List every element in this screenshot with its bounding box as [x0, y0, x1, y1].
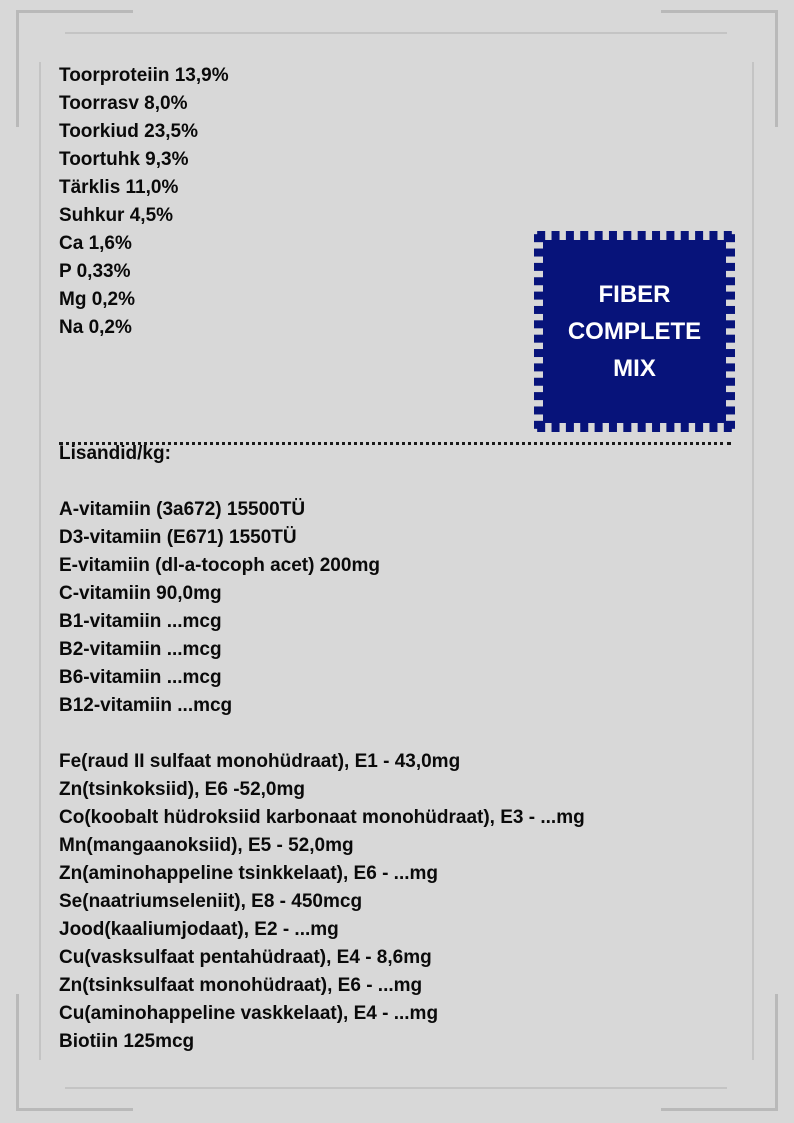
vitamin-item: B6-vitamiin ...mcg: [59, 667, 222, 688]
analysis-item: Toorproteiin 13,9%: [59, 65, 229, 86]
spacer: [59, 468, 739, 496]
dotted-divider: [59, 432, 731, 445]
mineral-list: [59, 748, 739, 1056]
vitamin-list: [59, 496, 739, 720]
analysis-item: Ca 1,6%: [59, 233, 132, 254]
badge-text: [534, 231, 735, 432]
analysis-item: Na 0,2%: [59, 317, 132, 338]
frame-inner-bottom: [65, 1087, 727, 1089]
vitamin-item: D3-vitamiin (E671) 1550TÜ: [59, 527, 297, 548]
frame-top-left-h: [16, 10, 133, 13]
frame-bottom-right-h: [661, 1108, 778, 1111]
mineral-item: Mn(mangaanoksiid), E5 - 52,0mg: [59, 835, 354, 856]
vitamin-item: B2-vitamiin ...mcg: [59, 639, 222, 660]
analysis-item: Toorkiud 23,5%: [59, 121, 199, 142]
vitamin-item: E-vitamiin (dl-a-tocoph acet) 200mg: [59, 555, 380, 576]
vitamin-item: C-vitamiin 90,0mg: [59, 583, 222, 604]
frame-bottom-right-v: [775, 994, 778, 1111]
frame-bottom-left-h: [16, 1108, 133, 1111]
mineral-item: Biotiin 125mcg: [59, 1031, 195, 1052]
frame-top-left-v: [16, 10, 19, 127]
vitamin-item: B1-vitamiin ...mcg: [59, 611, 222, 632]
frame-top-right-v: [775, 10, 778, 127]
mineral-item: Cu(aminohappeline vaskkelaat), E4 - ...mg: [59, 1003, 439, 1024]
spacer: [59, 720, 739, 748]
mineral-item: Jood(kaaliumjodaat), E2 - ...mg: [59, 919, 339, 940]
vitamin-item: B12-vitamiin ...mcg: [59, 695, 233, 716]
mineral-item: Fe(raud II sulfaat monohüdraat), E1 - 43,0mg: [59, 751, 461, 772]
badge-line-1: FIBER: [598, 281, 671, 308]
mineral-item: Zn(tsinksulfaat monohüdraat), E6 - ...mg: [59, 975, 423, 996]
vitamin-item: A-vitamiin (3a672) 15500TÜ: [59, 499, 306, 520]
product-badge: [534, 231, 735, 432]
frame-inner-right: [752, 62, 754, 1060]
label-content: [59, 62, 739, 1056]
analysis-item: Tärklis 11,0%: [59, 177, 179, 198]
badge-line-3: MIX: [613, 355, 656, 382]
frame-inner-top: [65, 32, 727, 34]
frame-bottom-left-v: [16, 994, 19, 1111]
frame-top-right-h: [661, 10, 778, 13]
mineral-item: Zn(aminohappeline tsinkkelaat), E6 - ...mg: [59, 863, 439, 884]
analysis-item: Mg 0,2%: [59, 289, 136, 310]
analysis-item: P 0,33%: [59, 261, 131, 282]
additives-heading: Lisandid/kg:: [59, 443, 171, 464]
analysis-item: Toortuhk 9,3%: [59, 149, 189, 170]
mineral-item: Co(koobalt hüdroksiid karbonaat monohüdraat), E3 - ...mg: [59, 807, 585, 828]
badge-line-2: COMPLETE: [567, 318, 702, 345]
mineral-item: Se(naatriumseleniit), E8 - 450mcg: [59, 891, 363, 912]
mineral-item: Cu(vasksulfaat pentahüdraat), E4 - 8,6mg: [59, 947, 432, 968]
analysis-item: Suhkur 4,5%: [59, 205, 174, 226]
frame-inner-left: [39, 62, 41, 1060]
mineral-item: Zn(tsinkoksiid), E6 -52,0mg: [59, 779, 305, 800]
analysis-item: Toorrasv 8,0%: [59, 93, 188, 114]
